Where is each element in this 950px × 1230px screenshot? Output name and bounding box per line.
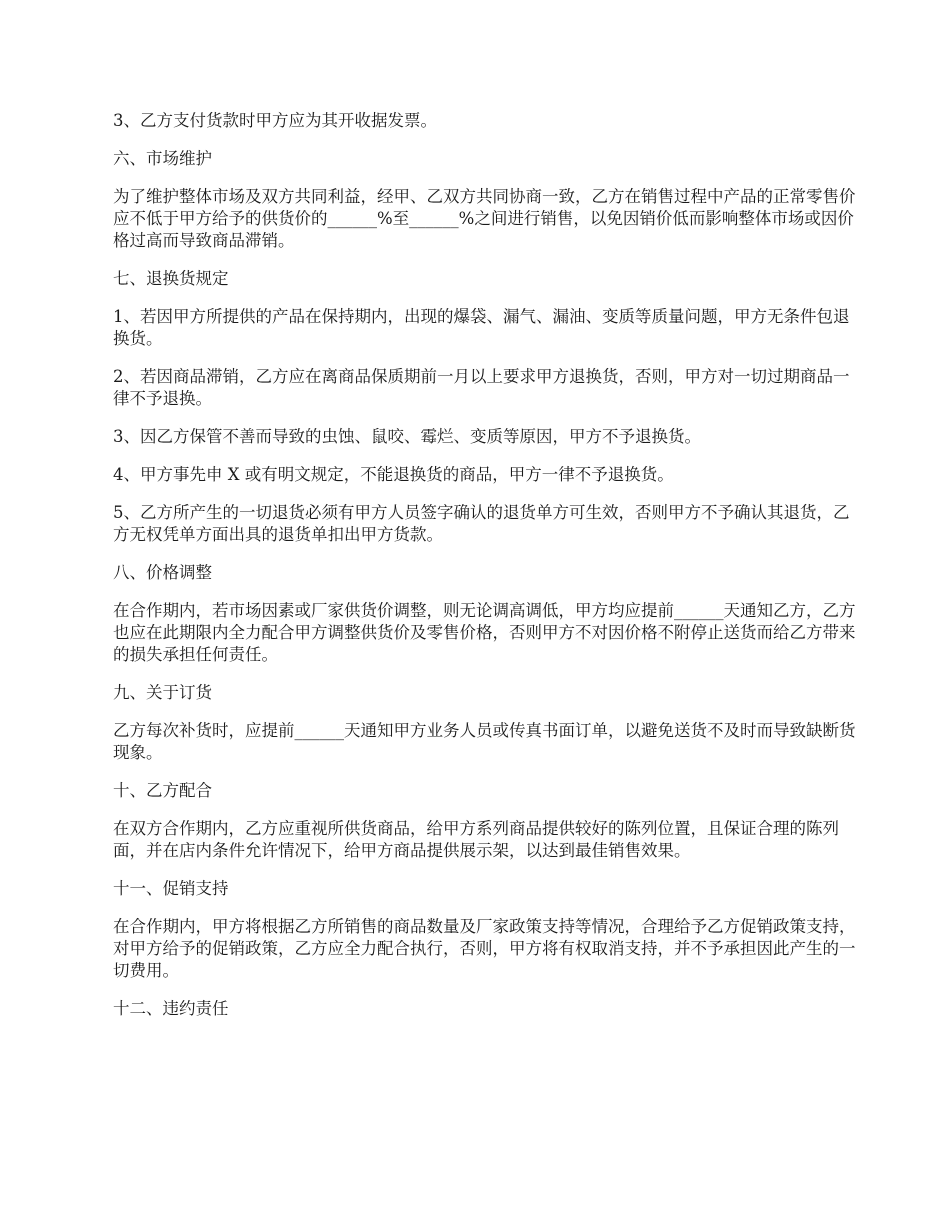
section-7-heading: 七、退换货规定 bbox=[113, 269, 229, 288]
section-11-heading: 十一、促销支持 bbox=[113, 879, 229, 898]
section-11-body: 在合作期内，甲方将根据乙方所销售的商品数量及厂家政策支持等情况，合理给予乙方促销政策支持，对甲方给予的促销政策，乙方应全力配合执行，否则，甲方将有权取消支持，并不予承担因此产生的一切费用。 bbox=[113, 917, 856, 980]
section-7-item-3: 3、因乙方保管不善而导致的虫蚀、鼠咬、霉烂、变质等原因，甲方不予退换货。 bbox=[113, 427, 701, 446]
clause-5-item-3: 3、乙方支付货款时甲方应为其开收据发票。 bbox=[113, 111, 437, 130]
section-8-body: 在合作期内，若市场因素或厂家供货价调整，则无论调高调低，甲方均应提前______天通知乙方，乙方也应在此期限内全力配合甲方调整供货价及零售价格，否则甲方不对因价格不附停止送货而给乙方带来的损失承担任何责任。 bbox=[113, 601, 856, 664]
section-6-body: 为了维护整体市场及双方共同利益，经甲、乙双方共同协商一致，乙方在销售过程中产品的正常零售价应不低于甲方给予的供货价的______%至______%之间进行销售，以免因销价低而影响整体市场或因价格过高而导致商品滞销。 bbox=[113, 187, 856, 250]
section-8-heading: 八、价格调整 bbox=[113, 563, 212, 582]
section-7-item-1: 1、若因甲方所提供的产品在保持期内，出现的爆袋、漏气、漏油、变质等质量问题，甲方无条件包退换货。 bbox=[113, 307, 850, 348]
section-12-heading: 十二、违约责任 bbox=[113, 999, 229, 1018]
document-body bbox=[113, 110, 858, 1036]
section-9-heading: 九、关于订货 bbox=[113, 683, 212, 702]
section-9-body: 乙方每次补货时，应提前______天通知甲方业务人员或传真书面订单，以避免送货不及时而导致缺断货现象。 bbox=[113, 721, 856, 762]
section-10-heading: 十、乙方配合 bbox=[113, 781, 212, 800]
section-7-item-4: 4、甲方事先申 X 或有明文规定，不能退换货的商品，甲方一律不予退换货。 bbox=[113, 465, 674, 484]
section-10-body: 在双方合作期内，乙方应重视所供货商品，给甲方系列商品提供较好的陈列位置，且保证合理的陈列面，并在店内条件允许情况下，给甲方商品提供展示架，以达到最佳销售效果。 bbox=[113, 819, 839, 860]
section-7-item-2: 2、若因商品滞销，乙方应在离商品保质期前一月以上要求甲方退换货，否则，甲方对一切过期商品一律不予退换。 bbox=[113, 367, 850, 408]
section-6-heading: 六、市场维护 bbox=[113, 149, 212, 168]
section-7-item-5: 5、乙方所产生的一切退货必须有甲方人员签字确认的退货单方可生效，否则甲方不予确认其退货，乙方无权凭单方面出具的退货单扣出甲方货款。 bbox=[113, 503, 850, 544]
